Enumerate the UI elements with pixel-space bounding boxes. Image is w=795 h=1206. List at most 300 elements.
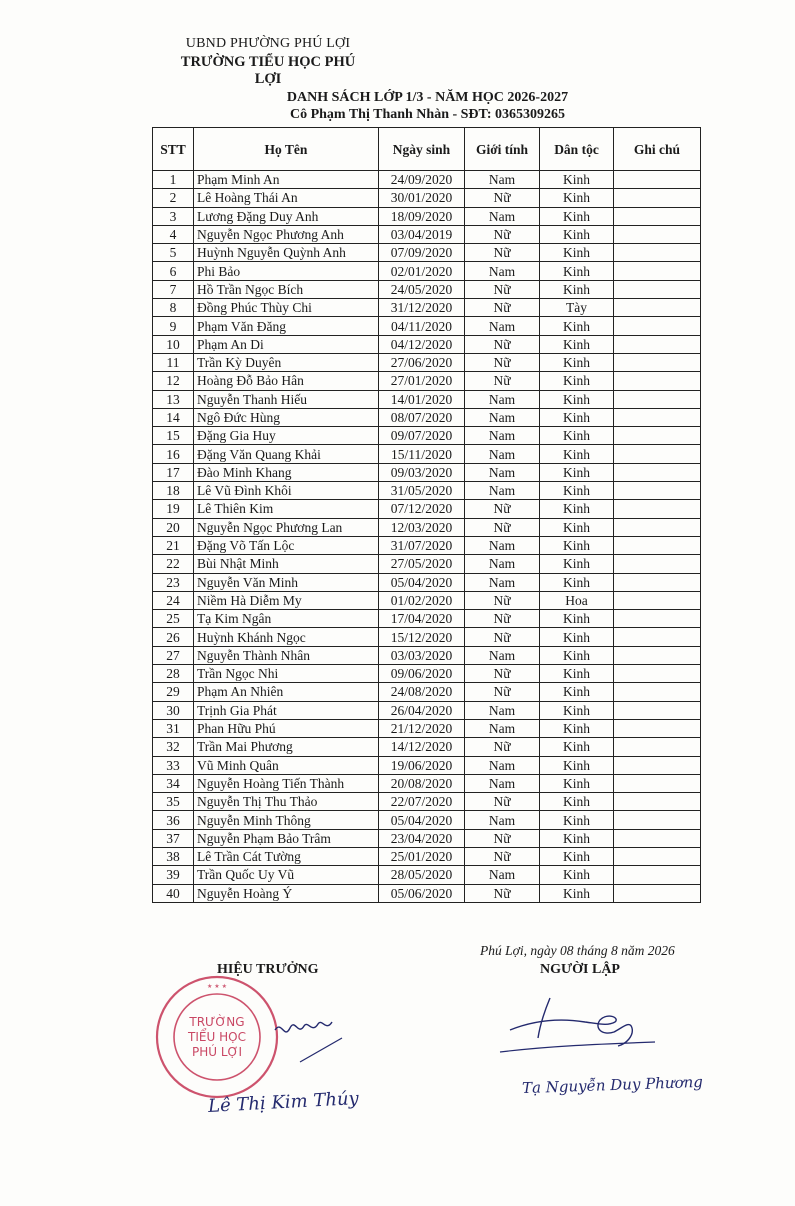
cell-name: Đồng Phúc Thùy Chi [194, 299, 379, 317]
cell-name: Đặng Văn Quang Khải [194, 445, 379, 463]
column-header-dob: Ngày sinh [379, 128, 465, 171]
cell-ethnicity: Hoa [540, 591, 614, 609]
cell-dob: 07/12/2020 [379, 500, 465, 518]
table-body [153, 171, 701, 903]
cell-ethnicity: Kinh [540, 262, 614, 280]
cell-notes [614, 701, 701, 719]
cell-stt: 33 [153, 756, 194, 774]
cell-dob: 03/04/2019 [379, 225, 465, 243]
cell-stt: 24 [153, 591, 194, 609]
cell-stt: 17 [153, 463, 194, 481]
cell-name: Nguyễn Hoàng Ý [194, 884, 379, 902]
cell-ethnicity: Kinh [540, 390, 614, 408]
table-row [153, 847, 701, 865]
cell-stt: 40 [153, 884, 194, 902]
cell-gender: Nam [465, 317, 540, 335]
cell-dob: 17/04/2020 [379, 610, 465, 628]
cell-gender: Nữ [465, 683, 540, 701]
cell-dob: 05/06/2020 [379, 884, 465, 902]
cell-gender: Nam [465, 701, 540, 719]
cell-name: Trần Quốc Uy Vũ [194, 866, 379, 884]
cell-gender: Nữ [465, 847, 540, 865]
cell-gender: Nam [465, 573, 540, 591]
cell-name: Bùi Nhật Minh [194, 555, 379, 573]
cell-stt: 30 [153, 701, 194, 719]
table-header-row [153, 128, 701, 171]
cell-name: Nguyễn Văn Minh [194, 573, 379, 591]
cell-dob: 28/05/2020 [379, 866, 465, 884]
cell-name: Nguyễn Hoàng Tiến Thành [194, 774, 379, 792]
cell-notes [614, 244, 701, 262]
cell-stt: 7 [153, 280, 194, 298]
cell-notes [614, 317, 701, 335]
cell-ethnicity: Kinh [540, 518, 614, 536]
cell-dob: 05/04/2020 [379, 811, 465, 829]
cell-gender: Nữ [465, 280, 540, 298]
cell-dob: 14/12/2020 [379, 738, 465, 756]
table-row [153, 665, 701, 683]
cell-stt: 3 [153, 207, 194, 225]
teacher-contact: Cô Phạm Thị Thanh Nhàn - SĐT: 0365309265 [289, 107, 566, 122]
table-row [153, 884, 701, 902]
class-roster-table [152, 127, 701, 903]
cell-stt: 20 [153, 518, 194, 536]
table-row [153, 171, 701, 189]
cell-notes [614, 829, 701, 847]
cell-ethnicity: Kinh [540, 774, 614, 792]
cell-stt: 10 [153, 335, 194, 353]
preparer-name: Tạ Nguyễn Duy Phương [521, 1072, 704, 1098]
cell-gender: Nữ [465, 353, 540, 371]
cell-dob: 04/12/2020 [379, 335, 465, 353]
cell-dob: 14/01/2020 [379, 390, 465, 408]
cell-name: Trần Mai Phương [194, 738, 379, 756]
cell-stt: 22 [153, 555, 194, 573]
cell-name: Đặng Gia Huy [194, 427, 379, 445]
cell-name: Phi Bảo [194, 262, 379, 280]
cell-name: Phạm An Nhiên [194, 683, 379, 701]
cell-stt: 37 [153, 829, 194, 847]
cell-stt: 11 [153, 353, 194, 371]
cell-dob: 22/07/2020 [379, 793, 465, 811]
cell-gender: Nữ [465, 628, 540, 646]
table-row [153, 463, 701, 481]
cell-name: Trần Ngọc Nhi [194, 665, 379, 683]
cell-ethnicity: Kinh [540, 317, 614, 335]
cell-gender: Nữ [465, 793, 540, 811]
cell-dob: 15/12/2020 [379, 628, 465, 646]
cell-ethnicity: Kinh [540, 610, 614, 628]
cell-gender: Nam [465, 207, 540, 225]
table-row [153, 738, 701, 756]
cell-dob: 26/04/2020 [379, 701, 465, 719]
cell-stt: 32 [153, 738, 194, 756]
table-row [153, 701, 701, 719]
cell-stt: 15 [153, 427, 194, 445]
cell-ethnicity: Kinh [540, 372, 614, 390]
cell-dob: 31/07/2020 [379, 536, 465, 554]
cell-stt: 38 [153, 847, 194, 865]
cell-gender: Nam [465, 390, 540, 408]
cell-ethnicity: Kinh [540, 207, 614, 225]
table-row [153, 189, 701, 207]
cell-name: Huỳnh Khánh Ngọc [194, 628, 379, 646]
table-row [153, 445, 701, 463]
cell-notes [614, 774, 701, 792]
cell-gender: Nữ [465, 500, 540, 518]
cell-stt: 23 [153, 573, 194, 591]
column-header-name: Họ Tên [194, 128, 379, 171]
cell-name: Trần Kỳ Duyên [194, 353, 379, 371]
table-row [153, 774, 701, 792]
table-row [153, 518, 701, 536]
cell-notes [614, 171, 701, 189]
cell-dob: 15/11/2020 [379, 445, 465, 463]
cell-dob: 30/01/2020 [379, 189, 465, 207]
table-row [153, 390, 701, 408]
cell-ethnicity: Kinh [540, 555, 614, 573]
cell-stt: 36 [153, 811, 194, 829]
cell-gender: Nam [465, 427, 540, 445]
cell-gender: Nam [465, 866, 540, 884]
place-date: Phú Lợi, ngày 08 tháng 8 năm 2026 [480, 943, 675, 958]
table-row [153, 427, 701, 445]
cell-stt: 6 [153, 262, 194, 280]
cell-name: Đào Minh Khang [194, 463, 379, 481]
cell-gender: Nam [465, 756, 540, 774]
cell-name: Tạ Kim Ngân [194, 610, 379, 628]
preparer-signature [490, 990, 660, 1065]
cell-name: Hoàng Đỗ Bảo Hân [194, 372, 379, 390]
svg-text:TIỂU HỌC: TIỂU HỌC [188, 1030, 246, 1044]
svg-text:TRƯỜNG: TRƯỜNG [189, 1015, 245, 1029]
cell-gender: Nam [465, 445, 540, 463]
cell-ethnicity: Kinh [540, 829, 614, 847]
cell-gender: Nam [465, 811, 540, 829]
cell-name: Phạm Văn Đăng [194, 317, 379, 335]
cell-name: Lê Hoàng Thái An [194, 189, 379, 207]
cell-gender: Nữ [465, 829, 540, 847]
cell-notes [614, 408, 701, 426]
cell-ethnicity: Kinh [540, 847, 614, 865]
cell-notes [614, 280, 701, 298]
cell-notes [614, 372, 701, 390]
cell-gender: Nam [465, 719, 540, 737]
cell-stt: 16 [153, 445, 194, 463]
table-row [153, 829, 701, 847]
table-row [153, 372, 701, 390]
cell-name: Ngô Đức Hùng [194, 408, 379, 426]
cell-notes [614, 793, 701, 811]
table-row [153, 811, 701, 829]
cell-dob: 09/07/2020 [379, 427, 465, 445]
cell-ethnicity: Kinh [540, 500, 614, 518]
cell-notes [614, 500, 701, 518]
cell-notes [614, 610, 701, 628]
cell-ethnicity: Kinh [540, 463, 614, 481]
cell-notes [614, 353, 701, 371]
cell-ethnicity: Kinh [540, 756, 614, 774]
cell-notes [614, 207, 701, 225]
cell-name: Nguyễn Ngọc Phương Lan [194, 518, 379, 536]
cell-notes [614, 719, 701, 737]
cell-gender: Nữ [465, 225, 540, 243]
cell-ethnicity: Kinh [540, 628, 614, 646]
cell-name: Lê Thiên Kim [194, 500, 379, 518]
column-header-ethnicity: Dân tộc [540, 128, 614, 171]
cell-notes [614, 518, 701, 536]
cell-name: Nguyễn Thị Thu Thảo [194, 793, 379, 811]
cell-dob: 12/03/2020 [379, 518, 465, 536]
cell-name: Lương Đặng Duy Anh [194, 207, 379, 225]
svg-text:★ ★ ★: ★ ★ ★ [207, 983, 227, 990]
cell-stt: 18 [153, 482, 194, 500]
cell-ethnicity: Kinh [540, 445, 614, 463]
cell-stt: 4 [153, 225, 194, 243]
table-row [153, 683, 701, 701]
cell-dob: 02/01/2020 [379, 262, 465, 280]
document-title-block [155, 90, 700, 123]
cell-dob: 04/11/2020 [379, 317, 465, 335]
table-row [153, 262, 701, 280]
table-row [153, 335, 701, 353]
cell-stt: 8 [153, 299, 194, 317]
cell-name: Đặng Võ Tấn Lộc [194, 536, 379, 554]
table-row [153, 573, 701, 591]
cell-notes [614, 427, 701, 445]
cell-gender: Nữ [465, 738, 540, 756]
cell-notes [614, 225, 701, 243]
cell-ethnicity: Kinh [540, 171, 614, 189]
cell-gender: Nam [465, 262, 540, 280]
cell-name: Phạm An Di [194, 335, 379, 353]
cell-dob: 27/05/2020 [379, 555, 465, 573]
cell-notes [614, 646, 701, 664]
table-row [153, 317, 701, 335]
organization-header [173, 36, 363, 88]
cell-stt: 2 [153, 189, 194, 207]
cell-dob: 05/04/2020 [379, 573, 465, 591]
cell-notes [614, 573, 701, 591]
school-seal-stamp [152, 972, 282, 1102]
cell-gender: Nữ [465, 665, 540, 683]
cell-notes [614, 189, 701, 207]
cell-ethnicity: Kinh [540, 573, 614, 591]
cell-notes [614, 390, 701, 408]
cell-name: Nguyễn Ngọc Phương Anh [194, 225, 379, 243]
cell-ethnicity: Kinh [540, 280, 614, 298]
cell-dob: 27/01/2020 [379, 372, 465, 390]
cell-ethnicity: Kinh [540, 536, 614, 554]
cell-ethnicity: Kinh [540, 646, 614, 664]
cell-gender: Nữ [465, 610, 540, 628]
cell-stt: 21 [153, 536, 194, 554]
cell-dob: 03/03/2020 [379, 646, 465, 664]
cell-stt: 1 [153, 171, 194, 189]
cell-stt: 28 [153, 665, 194, 683]
cell-dob: 23/04/2020 [379, 829, 465, 847]
cell-ethnicity: Kinh [540, 884, 614, 902]
column-header-stt: STT [153, 128, 194, 171]
page-title: DANH SÁCH LỚP 1/3 - NĂM HỌC 2026-2027 [286, 90, 569, 105]
cell-dob: 08/07/2020 [379, 408, 465, 426]
cell-name: Nguyễn Thành Nhân [194, 646, 379, 664]
table-row [153, 299, 701, 317]
cell-notes [614, 536, 701, 554]
cell-stt: 13 [153, 390, 194, 408]
cell-gender: Nữ [465, 335, 540, 353]
cell-notes [614, 555, 701, 573]
cell-name: Phan Hữu Phú [194, 719, 379, 737]
cell-notes [614, 756, 701, 774]
table-row [153, 353, 701, 371]
cell-gender: Nam [465, 555, 540, 573]
cell-stt: 14 [153, 408, 194, 426]
principal-title: HIỆU TRƯỞNG [217, 962, 319, 977]
cell-name: Huỳnh Nguyễn Quỳnh Anh [194, 244, 379, 262]
cell-ethnicity: Kinh [540, 738, 614, 756]
cell-dob: 07/09/2020 [379, 244, 465, 262]
cell-dob: 31/12/2020 [379, 299, 465, 317]
cell-gender: Nam [465, 463, 540, 481]
cell-notes [614, 847, 701, 865]
principal-signature [270, 1000, 350, 1070]
cell-ethnicity: Kinh [540, 701, 614, 719]
table-row [153, 225, 701, 243]
cell-stt: 25 [153, 610, 194, 628]
cell-notes [614, 683, 701, 701]
cell-stt: 12 [153, 372, 194, 390]
cell-dob: 24/08/2020 [379, 683, 465, 701]
cell-ethnicity: Kinh [540, 665, 614, 683]
table-row [153, 866, 701, 884]
cell-ethnicity: Kinh [540, 408, 614, 426]
cell-stt: 19 [153, 500, 194, 518]
cell-gender: Nữ [465, 299, 540, 317]
cell-dob: 27/06/2020 [379, 353, 465, 371]
cell-dob: 20/08/2020 [379, 774, 465, 792]
cell-ethnicity: Kinh [540, 793, 614, 811]
cell-gender: Nam [465, 646, 540, 664]
table-row [153, 610, 701, 628]
cell-stt: 26 [153, 628, 194, 646]
cell-ethnicity: Kinh [540, 353, 614, 371]
cell-name: Lê Trần Cát Tường [194, 847, 379, 865]
cell-ethnicity: Kinh [540, 866, 614, 884]
cell-notes [614, 482, 701, 500]
cell-dob: 21/12/2020 [379, 719, 465, 737]
table-row [153, 500, 701, 518]
cell-dob: 24/05/2020 [379, 280, 465, 298]
cell-ethnicity: Kinh [540, 225, 614, 243]
table-row [153, 482, 701, 500]
table-row [153, 280, 701, 298]
cell-notes [614, 866, 701, 884]
column-header-gender: Giới tính [465, 128, 540, 171]
cell-dob: 25/01/2020 [379, 847, 465, 865]
cell-dob: 09/06/2020 [379, 665, 465, 683]
cell-notes [614, 463, 701, 481]
cell-notes [614, 591, 701, 609]
table-row [153, 793, 701, 811]
table-row [153, 207, 701, 225]
cell-gender: Nam [465, 408, 540, 426]
table-row [153, 408, 701, 426]
table-row [153, 591, 701, 609]
cell-gender: Nữ [465, 884, 540, 902]
cell-stt: 9 [153, 317, 194, 335]
cell-ethnicity: Kinh [540, 335, 614, 353]
preparer-title: NGƯỜI LẬP [540, 962, 620, 977]
cell-notes [614, 665, 701, 683]
cell-notes [614, 299, 701, 317]
cell-name: Nguyễn Thanh Hiếu [194, 390, 379, 408]
cell-gender: Nữ [465, 189, 540, 207]
table-row [153, 244, 701, 262]
cell-gender: Nam [465, 482, 540, 500]
cell-ethnicity: Tày [540, 299, 614, 317]
cell-notes [614, 628, 701, 646]
cell-name: Nguyễn Phạm Bảo Trâm [194, 829, 379, 847]
cell-dob: 09/03/2020 [379, 463, 465, 481]
cell-dob: 01/02/2020 [379, 591, 465, 609]
cell-name: Trịnh Gia Phát [194, 701, 379, 719]
cell-name: Niềm Hà Diễm My [194, 591, 379, 609]
cell-name: Vũ Minh Quân [194, 756, 379, 774]
column-header-notes: Ghi chú [614, 128, 701, 171]
cell-dob: 18/09/2020 [379, 207, 465, 225]
cell-notes [614, 738, 701, 756]
cell-gender: Nữ [465, 518, 540, 536]
cell-name: Lê Vũ Đình Khôi [194, 482, 379, 500]
cell-dob: 19/06/2020 [379, 756, 465, 774]
cell-gender: Nữ [465, 591, 540, 609]
cell-gender: Nam [465, 536, 540, 554]
cell-stt: 27 [153, 646, 194, 664]
table-row [153, 646, 701, 664]
cell-name: Nguyễn Minh Thông [194, 811, 379, 829]
ward-name: UBND PHƯỜNG PHÚ LỢI [185, 36, 351, 51]
cell-stt: 31 [153, 719, 194, 737]
cell-ethnicity: Kinh [540, 683, 614, 701]
cell-stt: 29 [153, 683, 194, 701]
cell-gender: Nam [465, 774, 540, 792]
cell-stt: 34 [153, 774, 194, 792]
cell-ethnicity: Kinh [540, 189, 614, 207]
cell-ethnicity: Kinh [540, 482, 614, 500]
cell-stt: 5 [153, 244, 194, 262]
table-row [153, 756, 701, 774]
cell-dob: 31/05/2020 [379, 482, 465, 500]
principal-name: Lê Thị Kim Thúy [207, 1088, 360, 1117]
cell-ethnicity: Kinh [540, 811, 614, 829]
cell-notes [614, 811, 701, 829]
cell-notes [614, 884, 701, 902]
cell-gender: Nữ [465, 372, 540, 390]
cell-ethnicity: Kinh [540, 244, 614, 262]
cell-stt: 39 [153, 866, 194, 884]
cell-name: Hồ Trần Ngọc Bích [194, 280, 379, 298]
cell-name: Phạm Minh An [194, 171, 379, 189]
table-row [153, 536, 701, 554]
cell-dob: 24/09/2020 [379, 171, 465, 189]
svg-text:PHÚ LỢI: PHÚ LỢI [191, 1045, 243, 1059]
cell-gender: Nam [465, 171, 540, 189]
cell-gender: Nữ [465, 244, 540, 262]
school-name: TRƯỜNG TIỂU HỌC PHÚ LỢI [180, 54, 356, 87]
table-row [153, 555, 701, 573]
cell-notes [614, 335, 701, 353]
